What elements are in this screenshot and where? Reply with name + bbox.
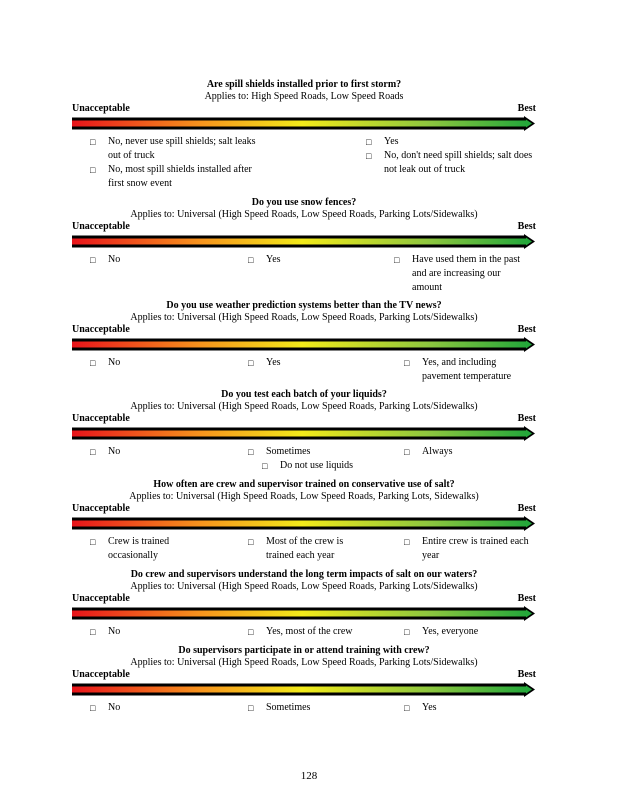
question-title: Do crew and supervisors understand the long term impacts of salt on our waters? [130,569,478,580]
rating-scale [72,221,536,233]
checkbox-icon[interactable]: □ [248,703,254,713]
option-item[interactable] [90,356,230,370]
option-item[interactable] [90,253,230,267]
checkbox-icon[interactable]: □ [248,537,254,547]
option-item[interactable] [366,135,536,149]
checkbox-icon[interactable]: □ [248,255,254,265]
option-item[interactable] [248,535,372,563]
rating-scale [72,324,536,336]
gradient-arrow-bar [72,426,536,441]
checkbox-icon[interactable]: □ [262,461,268,471]
options-list [72,701,536,717]
applies-to: Applies to: Universal (High Speed Roads, Low Speed Roads, Parking Lots/Sidewalks) [130,581,478,592]
checkbox-icon[interactable]: □ [90,627,96,637]
checkbox-icon[interactable]: □ [394,255,400,265]
option-item[interactable] [90,163,260,191]
options-list [72,535,536,565]
scale-high-label: Best [517,324,536,335]
option-item[interactable] [394,253,528,295]
option-label: Entire crew is trained each year [422,536,529,561]
option-label: Sometimes [266,446,311,457]
option-label: No [108,357,121,368]
option-item[interactable] [90,535,210,563]
question-title: Do you test each batch of your liquids? [221,389,387,400]
rating-scale [72,103,536,115]
applies-to: Applies to: Universal (High Speed Roads, Low Speed Roads, Parking Lots/Sidewalks) [130,209,478,220]
gradient-arrow-bar [72,337,536,352]
question-title: Do you use snow fences? [251,197,357,208]
applies-to: Applies to: High Speed Roads, Low Speed Roads [204,91,404,102]
checkbox-icon[interactable]: □ [366,151,372,161]
option-label: Always [422,446,453,457]
scale-low-label: Unacceptable [72,221,130,232]
checkbox-icon[interactable]: □ [90,255,96,265]
checkbox-icon[interactable]: □ [248,627,254,637]
option-label: Most of the crew is trained each year [266,536,344,561]
checkbox-icon[interactable]: □ [404,358,410,368]
question-title: Do you use weather prediction systems better than the TV news? [166,300,442,311]
options-list [72,445,536,473]
question-7 [72,645,536,717]
checkbox-icon[interactable]: □ [90,537,96,547]
scale-high-label: Best [517,669,536,680]
option-label: No [108,446,121,457]
option-item[interactable] [404,625,536,639]
checkbox-icon[interactable]: □ [90,358,96,368]
question-1 [72,79,536,187]
gradient-arrow-bar [72,682,536,697]
options-list [72,356,536,384]
option-label: Yes [422,702,437,713]
option-label: Yes [266,357,281,368]
option-item[interactable] [404,701,536,715]
option-item[interactable] [248,445,388,459]
option-item[interactable] [90,625,230,639]
scale-low-label: Unacceptable [72,503,130,514]
scale-low-label: Unacceptable [72,593,130,604]
option-label: Do not use liquids [280,460,354,471]
gradient-arrow-bar [72,606,536,621]
option-item[interactable] [404,445,536,459]
option-label: Yes, everyone [422,626,479,637]
applies-to: Applies to: Universal (High Speed Roads, Low Speed Roads, Parking Lots/Sidewalks) [130,401,478,412]
scale-low-label: Unacceptable [72,103,130,114]
option-item[interactable] [404,535,536,563]
scale-high-label: Best [517,593,536,604]
checkbox-icon[interactable]: □ [90,137,96,147]
question-5 [72,479,536,565]
option-label: Have used them in the past and are increasing our amount [412,254,521,293]
options-list [72,135,536,187]
option-label: Yes, and including pavement temperature [422,357,512,382]
option-label: No [108,702,121,713]
option-label: No [108,254,121,265]
option-label: Yes, most of the crew [266,626,353,637]
checkbox-icon[interactable]: □ [404,537,410,547]
option-item[interactable] [404,356,536,384]
applies-to: Applies to: Universal (High Speed Roads, Low Speed Roads, Parking Lots/Sidewalks) [130,657,478,668]
checkbox-icon[interactable]: □ [90,703,96,713]
checkbox-icon[interactable]: □ [404,703,410,713]
option-label: Yes [266,254,281,265]
question-title: Are spill shields installed prior to first storm? [206,79,402,90]
checkbox-icon[interactable]: □ [366,137,372,147]
option-label: Yes [384,136,399,147]
page-number: 128 [300,770,318,782]
gradient-arrow-bar [72,516,536,531]
rating-scale [72,503,536,515]
scale-low-label: Unacceptable [72,669,130,680]
question-3 [72,300,536,384]
option-label: No, don't need spill shields; salt does not leak out of truck [384,150,533,175]
rating-scale [72,593,536,605]
checkbox-icon[interactable]: □ [248,358,254,368]
option-item[interactable] [248,625,398,639]
option-item[interactable] [90,445,230,459]
option-label: No, most spill shields installed after first snow event [108,164,252,189]
scale-low-label: Unacceptable [72,324,130,335]
option-label: No [108,626,121,637]
question-title: Do supervisors participate in or attend training with crew? [178,645,430,656]
checkbox-icon[interactable]: □ [90,165,96,175]
question-2 [72,197,536,297]
option-item[interactable] [248,701,388,715]
option-item[interactable] [248,356,388,370]
checkbox-icon[interactable]: □ [404,627,410,637]
option-label: Sometimes [266,702,311,713]
scale-high-label: Best [517,103,536,114]
question-4 [72,389,536,473]
option-item[interactable] [90,701,230,715]
option-item[interactable] [248,253,388,267]
scale-high-label: Best [517,221,536,232]
gradient-arrow-bar [72,234,536,249]
question-6 [72,569,536,641]
checkbox-icon[interactable]: □ [90,447,96,457]
gradient-arrow-bar [72,116,536,131]
scale-low-label: Unacceptable [72,413,130,424]
option-item[interactable] [262,459,402,473]
checkbox-icon[interactable]: □ [404,447,410,457]
scale-high-label: Best [517,413,536,424]
applies-to: Applies to: Universal (High Speed Roads, Low Speed Roads, Parking Lots, Sidewalks) [129,491,479,502]
option-item[interactable] [366,149,536,177]
rating-scale [72,413,536,425]
option-item[interactable] [90,135,260,163]
applies-to: Applies to: Universal (High Speed Roads, Low Speed Roads, Parking Lots/Sidewalks) [130,312,478,323]
option-label: No, never use spill shields; salt leaks out of truck [108,136,256,161]
checkbox-icon[interactable]: □ [248,447,254,457]
rating-scale [72,669,536,681]
question-title: How often are crew and supervisor trained on conservative use of salt? [153,479,455,490]
option-label: Crew is trained occasionally [108,536,170,561]
options-list [72,625,536,641]
scale-high-label: Best [517,503,536,514]
options-list [72,253,536,297]
